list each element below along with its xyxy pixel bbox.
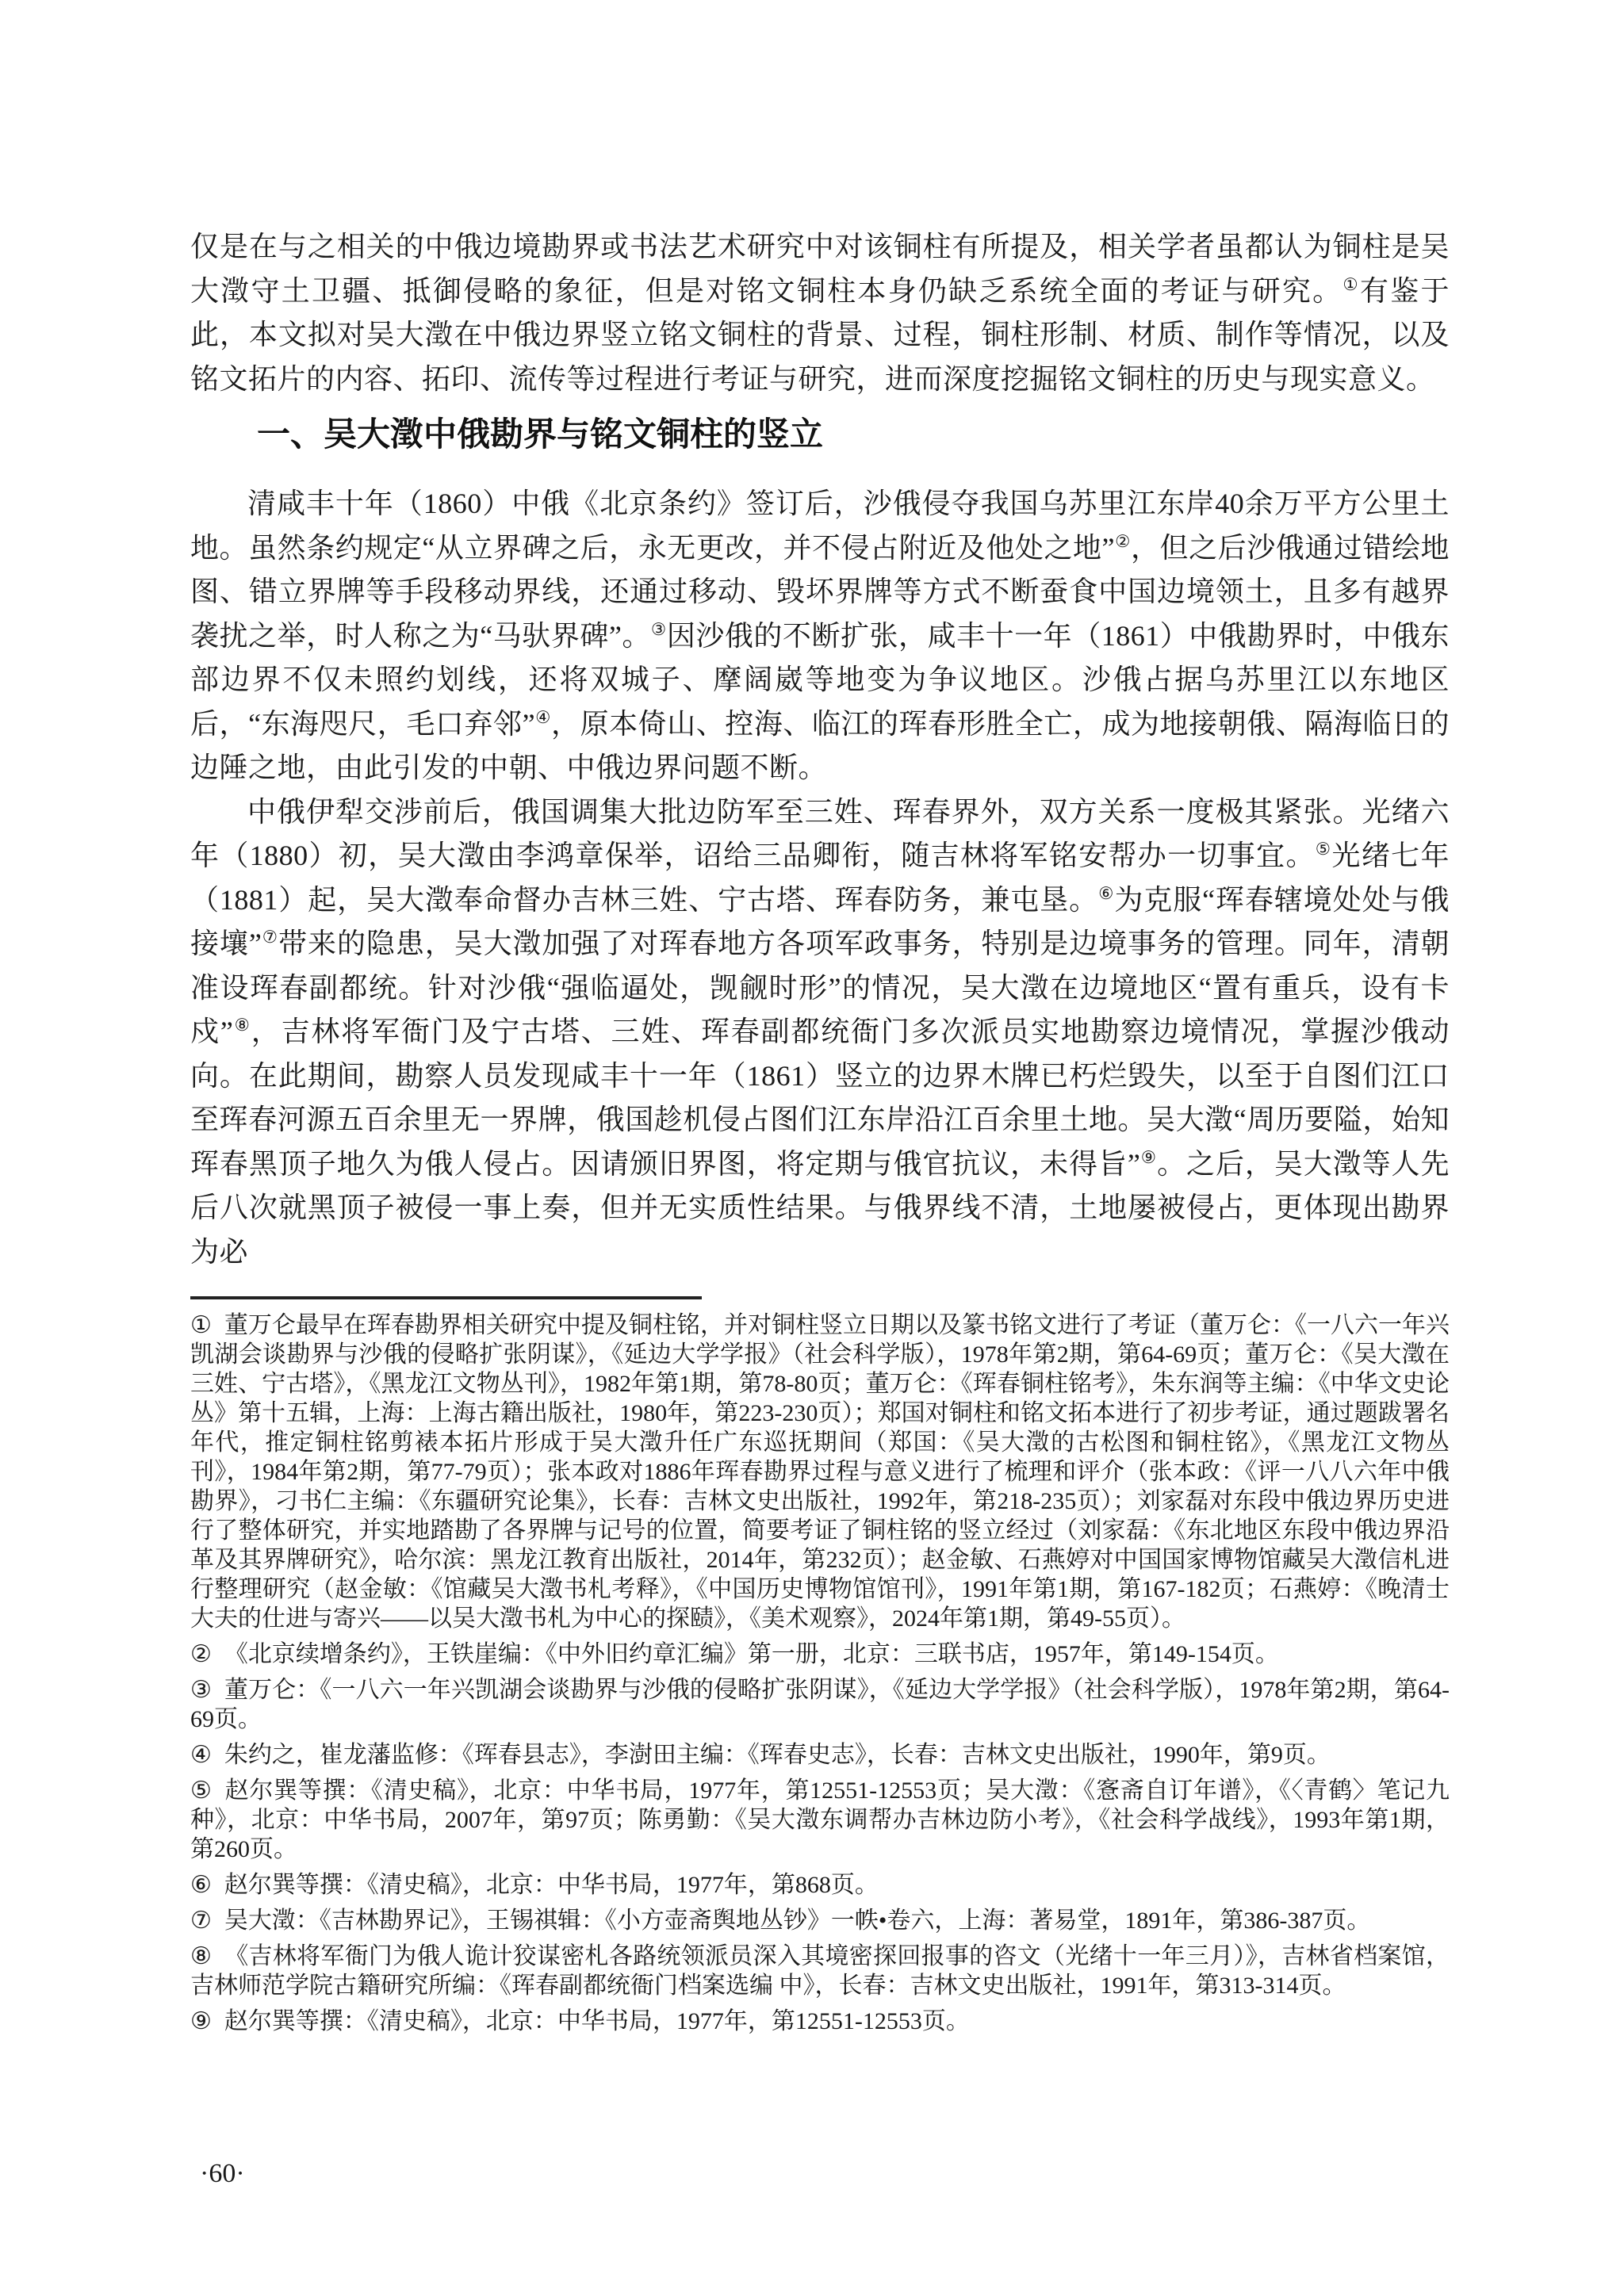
footnote-text: 《北京续增条约》，王铁崖编：《中外旧约章汇编》第一册，北京：三联书店，1957年，第149-154页。 [224,1641,1279,1667]
footnote-marker: ④ [190,1742,212,1768]
footnotes-section [190,1311,1450,2036]
footnote [190,2007,1450,2036]
footnote-marker: ② [190,1641,212,1667]
footnote-ref: ⑨ [1140,1147,1158,1167]
footnote [190,1640,1450,1669]
paragraph-border-survey: 中俄伊犁交涉前后，俄国调集大批边防军至三姓、珲春界外，双方关系一度极其紧张。光绪六年（1880）初，吴大澂由李鸿章保举，诏给三品卿衔，随吉林将军铭安帮办一切事宜。⑤光绪七年（1881）起，吴大澂奉命督办吉林三姓、宁古塔、珲春防务，兼屯垦。⑥为克服“珲春辖境处处与俄接壤”⑦带来的隐患，吴大澂加强了对珲春地方各项军政事务，特别是边境事务的管理。同年，清朝准设珲春副都统。针对沙俄“强临逼处，觊觎时形”的情况，吴大澂在边境地区“置有重兵，设有卡戍”⑧，吉林将军衙门及宁古塔、三姓、珲春副都统衙门多次派员实地勘察边境情况，掌握沙俄动向。在此期间，勘察人员发现咸丰十一年（1861）竖立的边界木牌已朽烂毁失，以至于自图们江口至珲春河源五百余里无一界牌，俄国趁机侵占图们江东岸沿江百余里土地。吴大澂“周历要隘，始知珲春黑顶子地久为俄人侵占。因请颁旧界图，将定期与俄官抗议，未得旨”⑨。之后，吴大澂等人先后八次就黑顶子被侵一事上奏，但并无实质性结果。与俄界线不清，土地屡被侵占，更体现出勘界为必 [190,795,1450,1268]
footnote-marker: ⑤ [190,1777,213,1804]
footnote-marker: ⑦ [190,1908,212,1934]
footnote-ref: ① [1342,274,1360,294]
footnote [190,1942,1450,2000]
paragraph-treaty-history: 清咸丰十年（1860）中俄《北京条约》签订后，沙俄侵夺我国乌苏里江东岸40余万平方公里土地。虽然条约规定“从立界碑之后，永无更改，并不侵占附近及他处之地”②，但之后沙俄通过错绘地图、错立界牌等手段移动界线，还通过移动、毁坏界牌等方式不断蚕食中国边境领土，且多有越界袭扰之举，时人称之为“马驮界碑”。③因沙俄的不断扩张，咸丰十一年（1861）中俄勘界时，中俄东部边界不仅未照约划线，还将双城子、摩阔崴等地变为争议地区。沙俄占据乌苏里江以东地区后，“东海咫尺，毛口弃邻”④，原本倚山、控海、临江的珲春形胜全亡，成为地接朝俄、隔海临日的边陲之地，由此引发的中朝、中俄边界问题不断。 [190,488,1450,783]
footnote-ref: ② [1115,531,1131,551]
footnote [190,1675,1450,1734]
footnote [190,1311,1450,1633]
footnote-text: 朱约之，崔龙藩监修：《珲春县志》，李澍田主编：《珲春史志》，长春：吉林文史出版社，1990年，第9页。 [224,1742,1331,1768]
footnote-separator [190,1296,702,1299]
footnote [190,1776,1450,1864]
footnote-marker: ⑥ [190,1872,212,1898]
footnote-marker: ③ [190,1677,212,1703]
footnote-text: 吴大澂：《吉林勘界记》，王锡祺辑：《小方壶斋舆地丛钞》一帙•卷六，上海：著易堂，1891年，第386-387页。 [224,1908,1371,1934]
footnote-ref: ④ [535,707,552,727]
footnote [190,1870,1450,1900]
paragraph-intro: 仅是在与之相关的中俄边境勘界或书法艺术研究中对该铜柱有所提及，相关学者虽都认为铜柱是吴大澂守土卫疆、抵御侵略的象征，但是对铭文铜柱本身仍缺乏系统全面的考证与研究。①有鉴于此，本文拟对吴大澂在中俄边界竖立铭文铜柱的背景、过程，铜柱形制、材质、制作等情况，以及铭文拓片的内容、拓印、流传等过程进行考证与研究，进而深度挖掘铭文铜柱的历史与现实意义。 [190,231,1450,395]
footnote-ref: ⑤ [1315,840,1332,859]
section-heading: 一、吴大澂中俄勘界与铭文铜柱的竖立 [257,415,824,453]
text-column [190,225,1450,2042]
footnote-text: 赵尔巽等撰：《清史稿》，北京：中华书局，1977年，第12551-12553页；吴大澂：《愙斋自订年谱》，《〈青鹤〉笔记九种》，北京：中华书局，2007年，第97页；陈勇勤：《吴大澂东调帮办吉林边防小考》，《社会科学战线》，1993年第1期，第260页。 [190,1777,1450,1862]
footnote-marker: ⑨ [190,2008,212,2034]
page-number: ·60· [200,2159,245,2188]
footnote-text: 董万仑最早在珲春勘界相关研究中提及铜柱铭，并对铜柱竖立日期以及篆书铭文进行了考证（董万仑：《一八六一年兴凯湖会谈勘界与沙俄的侵略扩张阴谋》，《延边大学学报》（社会科学版），1978年第2期，第64-69页；董万仑：《吴大澂在三姓、宁古塔》，《黑龙江文物丛刊》，1982年第1期，第78-80页；董万仑：《珲春铜柱铭考》，朱东润等主编：《中华文史论丛》第十五辑，上海：上海古籍出版社，1980年，第223-230页）；郑国对铜柱和铭文拓本进行了初步考证，通过题跋署名年代，推定铜柱铭剪裱本拓片形成于吴大澂升任广东巡抚期间（郑国：《吴大澂的古松图和铜柱铭》，《黑龙江文物丛刊》，1984年第2期，第77-79页）；张本政对1886年珲春勘界过程与意义进行了梳理和评介（张本政：《评一八八六年中俄勘界》，刁书仁主编：《东疆研究论集》，长春：吉林文史出版社，1992年，第218-235页）；刘家磊对东段中俄边界历史进行了整体研究，并实地踏勘了各界牌与记号的位置，简要考证了铜柱铭的竖立经过（刘家磊：《东北地区东段中俄边界沿革及其界牌研究》，哈尔滨：黑龙江教育出版社，2014年，第232页）；赵金敏、石燕婷对中国国家博物馆藏吴大澂信札进行整理研究（赵金敏：《馆藏吴大澂书札考释》，《中国历史博物馆馆刊》，1991年第1期，第167-182页；石燕婷：《晚清士大夫的仕进与寄兴——以吴大澂书札为中心的探赜》，《美术观察》，2024年第1期，第49-55页）。 [190,1312,1450,1632]
footnote-text: 《吉林将军衙门为俄人诡计狡谋密札各路统领派员深入其境密探回报事的咨文（光绪十一年三月）》，吉林省档案馆，吉林师范学院古籍研究所编：《珲春副都统衙门档案选编 中》，长春：吉林文史出版社，1991年，第313-314页。 [190,1943,1450,1999]
footnote [190,1906,1450,1935]
footnote-text: 董万仑：《一八六一年兴凯湖会谈勘界与沙俄的侵略扩张阴谋》，《延边大学学报》（社会科学版），1978年第2期，第64-69页。 [190,1677,1450,1732]
footnote-text: 赵尔巽等撰：《清史稿》，北京：中华书局，1977年，第12551-12553页。 [224,2008,970,2034]
footnote-ref: ⑥ [1098,883,1115,903]
footnote-ref: ③ [650,619,667,639]
footnote-marker: ⑧ [190,1943,213,1969]
footnote-text: 赵尔巽等撰：《清史稿》，北京：中华书局，1977年，第868页。 [224,1872,879,1898]
footnote-ref: ⑦ [262,928,279,947]
footnote-ref: ⑧ [233,1016,251,1035]
footnote [190,1740,1450,1770]
footnote-marker: ① [190,1312,212,1338]
